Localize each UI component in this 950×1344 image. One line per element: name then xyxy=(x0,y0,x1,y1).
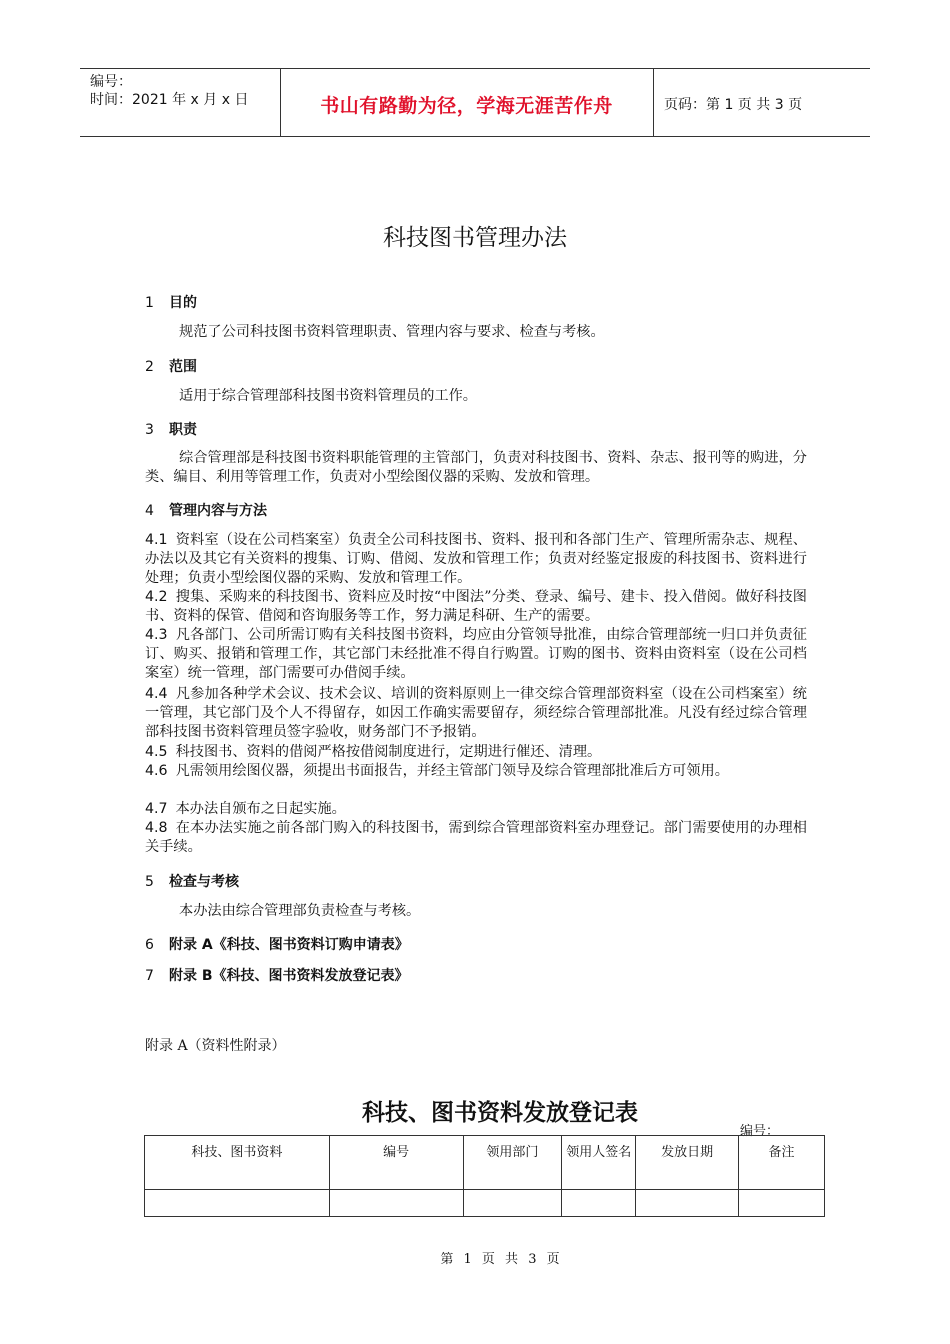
clause-item: 4.7 本办法自颁布之日起实施。 xyxy=(145,801,346,817)
header-divider xyxy=(653,69,654,136)
clause-item: 4.1 资料室（设在公司档案室）负责全公司科技图书、资料、报刊和各部门生产、管理所需杂志、规程、办法以及其它有关资料的搜集、订购、借阅、发放和管理工作；负责对经鉴定报废的科技图书、资料进行处理；负责小型绘图仪器的采购、发放和管理工作。 xyxy=(145,532,807,586)
table-row xyxy=(145,1190,825,1217)
table-number-label: 编号： xyxy=(740,1124,780,1139)
header-meta xyxy=(90,73,280,109)
section-heading: 2 范围 xyxy=(145,359,197,375)
page-footer: 第 1 页 共 3 页 xyxy=(440,1252,560,1267)
appendix-label: 附录 A（资料性附录） xyxy=(145,1038,286,1054)
clause-item: 4.4 凡参加各种学术会议、技术会议、培训的资料原则上一律交综合管理部资料室（设在公司档案室）统一管理，其它部门及个人不得留存，如因工作确实需要留存，须经综合管理部批准。凡没有经过综合管理部科技图书资料管理员签字验收，财务部门不予报销。 xyxy=(145,686,807,740)
column-header: 编号 xyxy=(329,1136,463,1190)
document-title: 科技图书管理办法 xyxy=(383,225,567,251)
section-heading: 3 职责 xyxy=(145,422,197,438)
column-header: 领用人签名 xyxy=(562,1136,636,1190)
purpose-text: 规范了公司科技图书资料管理职责、管理内容与要求、检查与考核。 xyxy=(179,324,605,340)
clause-item: 4.3 凡各部门、公司所需订购有关科技图书资料，均应由分管领导批准，由综合管理部统一归口并负责征订、购买、报销和管理工作，其它部门未经批准不得自行购置。订购的图书、资料由资料室（设在公司档案室）统一管理，部门需要可办借阅手续。 xyxy=(145,627,807,681)
section-heading: 4 管理内容与方法 xyxy=(145,503,267,519)
table-cell xyxy=(636,1190,739,1217)
clause-item: 4.8 在本办法实施之前各部门购入的科技图书，需到综合管理部资料室办理登记。部门需要使用的办理相关手续。 xyxy=(145,820,807,855)
table-title: 科技、图书资料发放登记表 xyxy=(362,1100,638,1126)
clause-item: 4.5 科技图书、资料的借阅严格按借阅制度进行，定期进行催还、清理。 xyxy=(145,744,602,760)
table-cell xyxy=(562,1190,636,1217)
column-header: 备注 xyxy=(739,1136,825,1190)
column-header: 发放日期 xyxy=(636,1136,739,1190)
column-header: 领用部门 xyxy=(463,1136,562,1190)
scope-text: 适用于综合管理部科技图书资料管理员的工作。 xyxy=(179,388,477,404)
header-page-info: 页码：第 1 页 共 3 页 xyxy=(664,97,803,113)
registration-table xyxy=(144,1135,825,1217)
table-cell xyxy=(145,1190,330,1217)
section-heading: 6 附录 A《科技、图书资料订购申请表》 xyxy=(145,937,409,953)
header-motto: 书山有路勤为径，学海无涯苦作舟 xyxy=(320,95,613,117)
column-header: 科技、图书资料 xyxy=(145,1136,330,1190)
clause-item: 4.6 凡需领用绘图仪器，须提出书面报告，并经主管部门领导及综合管理部批准后方可领用。 xyxy=(145,763,729,779)
table-header-row xyxy=(145,1136,825,1190)
duty-text: 综合管理部是科技图书资料职能管理的主管部门，负责对科技图书、资料、杂志、报刊等的购进，分类、编目、利用等管理工作，负责对小型绘图仪器的采购、发放和管理。 xyxy=(145,450,807,485)
check-text: 本办法由综合管理部负责检查与考核。 xyxy=(179,903,421,919)
header-number-label: 编号： xyxy=(90,74,132,90)
section-heading: 5 检查与考核 xyxy=(145,874,239,890)
header-date: 时间：2021 年 x 月 x 日 xyxy=(90,92,249,108)
table-cell xyxy=(463,1190,562,1217)
section-heading: 7 附录 B《科技、图书资料发放登记表》 xyxy=(145,968,409,984)
page-header xyxy=(80,68,870,137)
clause-item: 4.2 搜集、采购来的科技图书、资料应及时按“中图法”分类、登录、编号、建卡、投入借阅。做好科技图书、资料的保管、借阅和咨询服务等工作，努力满足科研、生产的需要。 xyxy=(145,589,807,624)
table-cell xyxy=(739,1190,825,1217)
table-cell xyxy=(329,1190,463,1217)
section-heading: 1 目的 xyxy=(145,295,197,311)
